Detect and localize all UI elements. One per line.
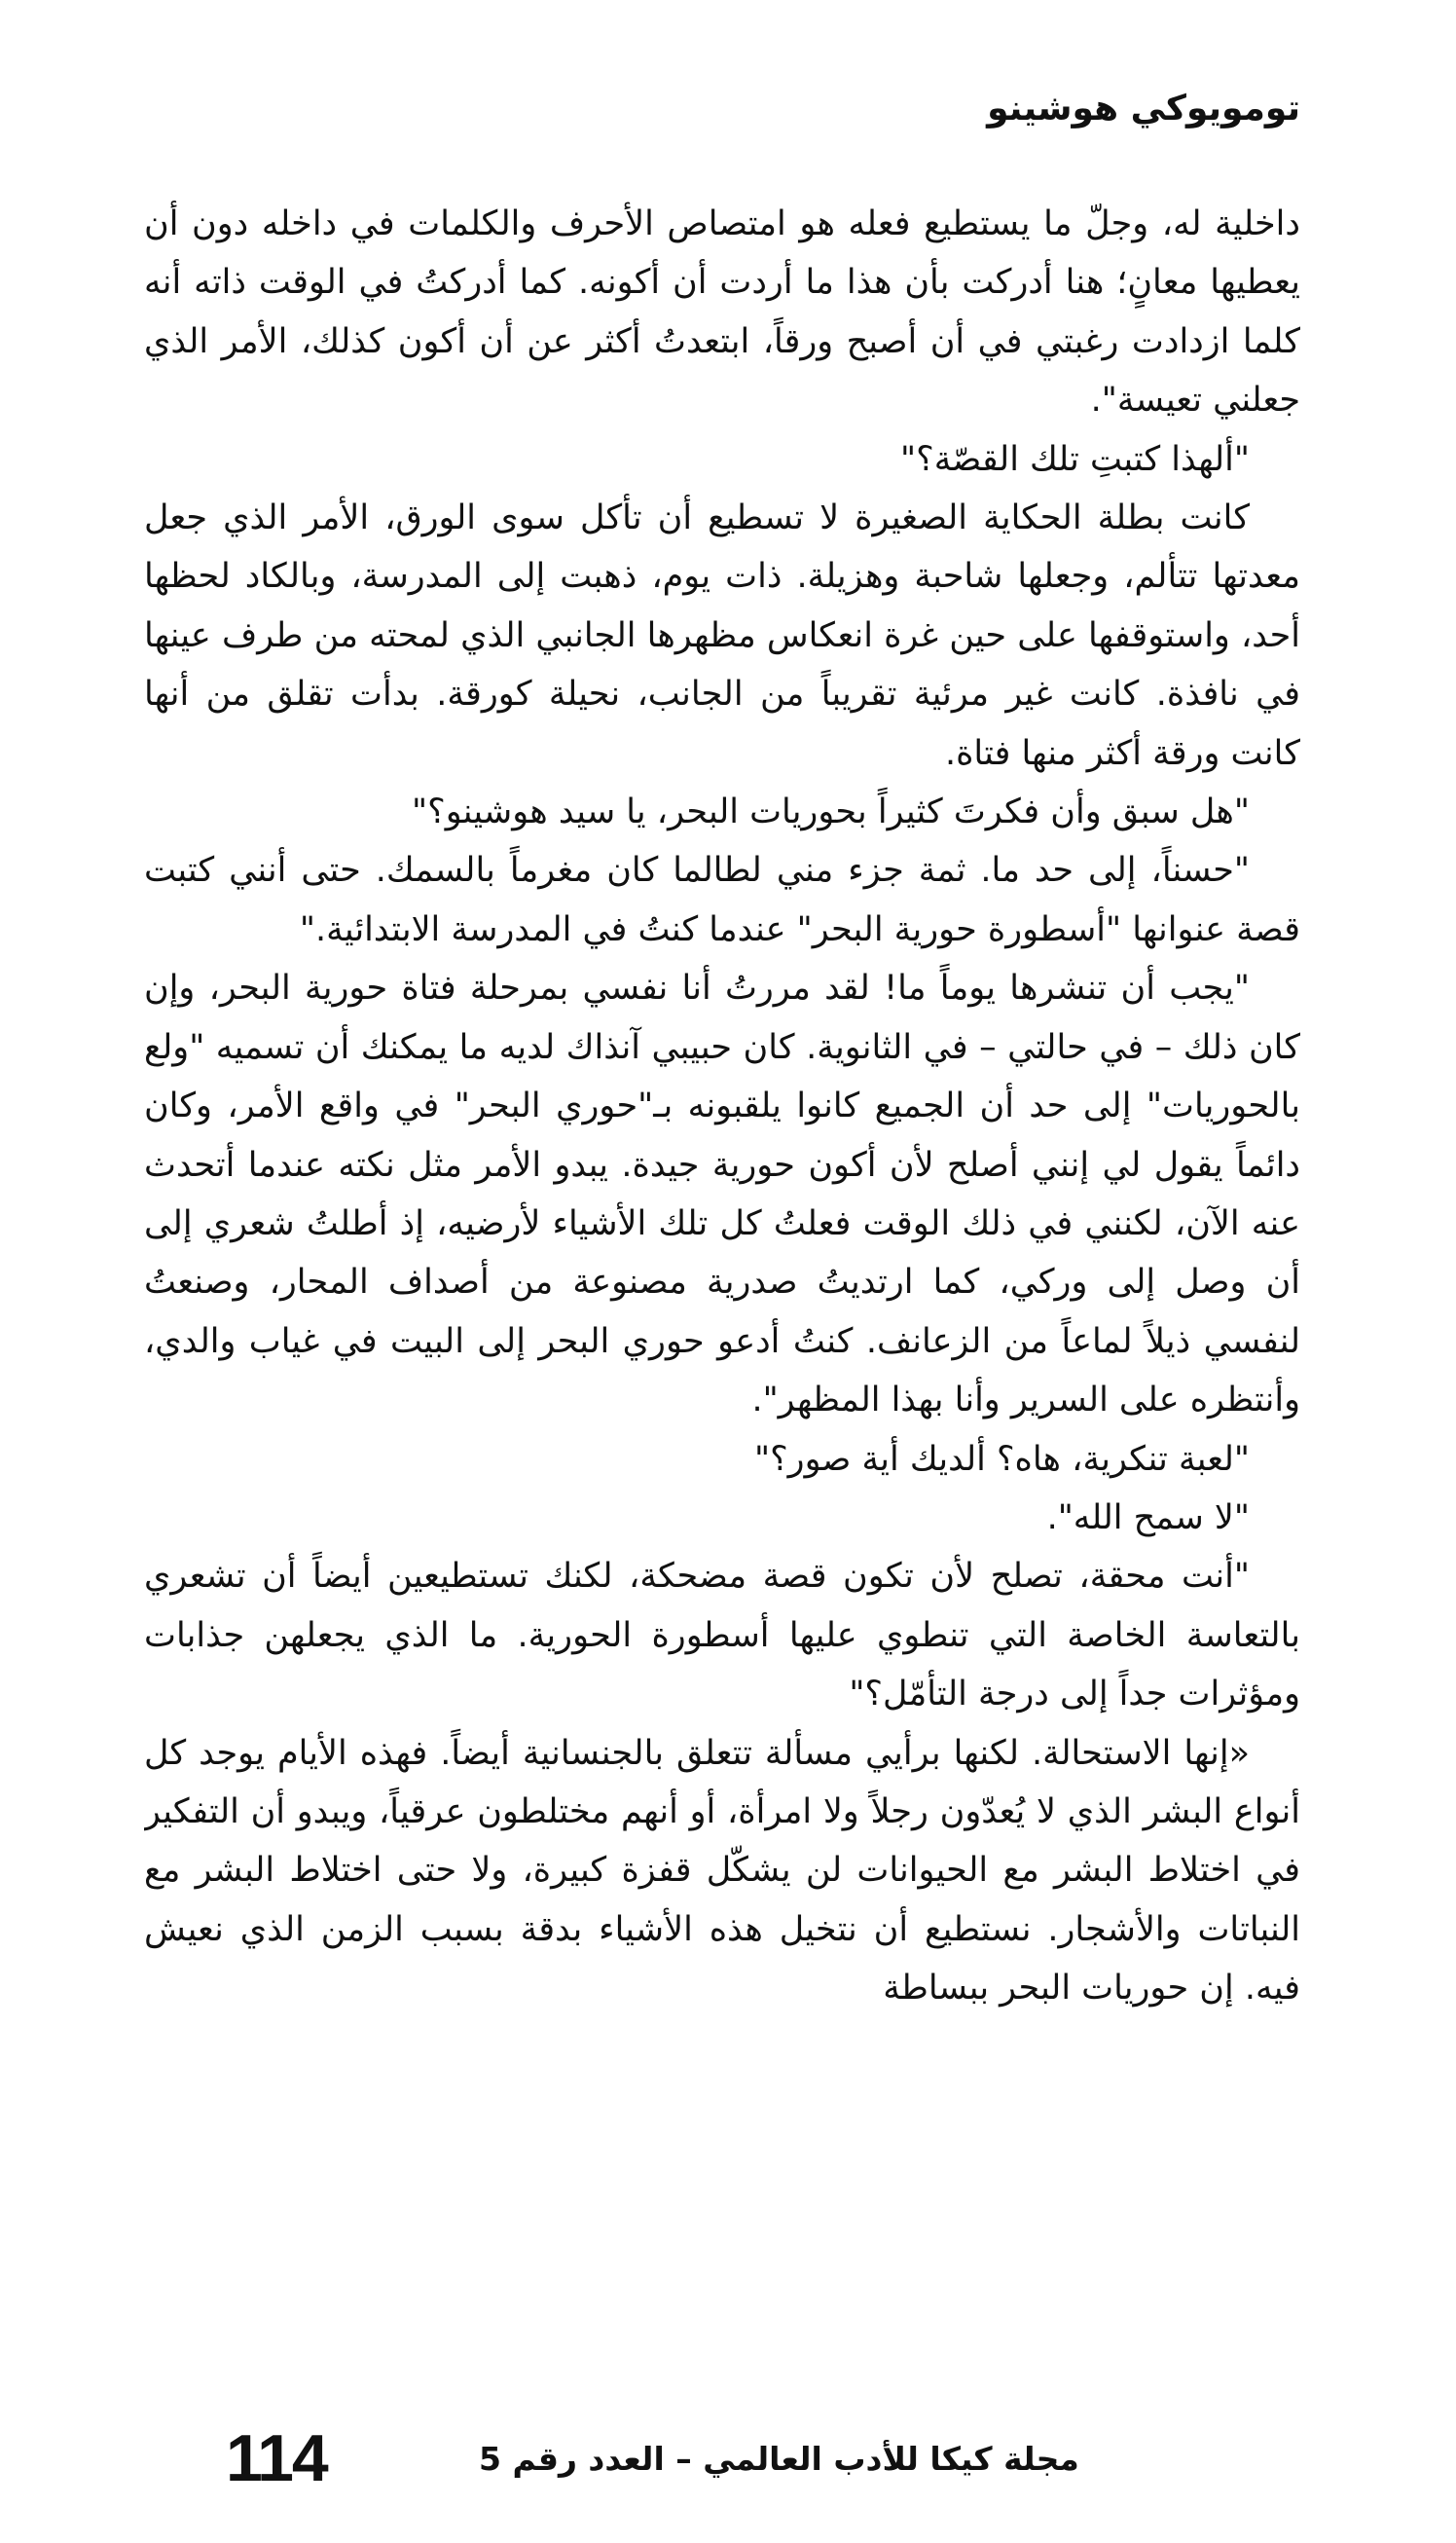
- paragraph: "ألهذا كتبتِ تلك القصّة؟": [900, 439, 1250, 479]
- paragraph: «إنها الاستحالة. لكنها برأيي مسألة تتعلق بالجنسانية أيضاً. فهذه الأيام يوجد كل أنواع البشر الذي لا يُعدّون رجلاً ولا امرأة، أو أنهم مختلطون عرقياً، ويبدو أن التفكير في اختلاط البشر مع الحيوانات لن يشكّل قفزة كبيرة، ولا حتى اختلاط البشر مع النباتات والأشجار. نستطيع أن نتخيل هذه الأشياء بدقة بسبب الزمن الذي نعيش فيه. إن حوريات البحر ببساطة: [144, 1733, 1300, 2009]
- body-text: [144, 195, 1300, 2376]
- paragraph: "حسناً، إلى حد ما. ثمة جزء مني لطالما كان مغرماً بالسمك. حتى أنني كتبت قصة عنوانها "أسطورة حورية البحر" عندما كنتُ في المدرسة الابتدائية.": [144, 851, 1300, 949]
- paragraph: "أنت محقة، تصلح لأن تكون قصة مضحكة، لكنك تستطيعين أيضاً أن تشعري بالتعاسة الخاصة التي تنطوي عليها أسطورة الحورية. ما الذي يجعلهن جذابات ومؤثرات جداً إلى درجة التأمّل؟": [144, 1557, 1300, 1714]
- page-footer: [0, 2421, 1456, 2495]
- magazine-issue-line: مجلة كيكا للأدب العالمي – العدد رقم 5: [479, 2440, 1079, 2478]
- paragraph: "لا سمح الله".: [1046, 1497, 1250, 1537]
- paragraph: كانت بطلة الحكاية الصغيرة لا تسطيع أن تأكل سوى الورق، الأمر الذي جعل معدتها تتألم، وجعلها شاحبة وهزيلة. ذات يوم، ذهبت إلى المدرسة، وبالكاد لحظها أحد، واستوقفها على حين غرة انعكاس مظهرها الجانبي الذي لمحته من طرف عينها في نافذة. كانت غير مرئية تقريباً من الجانب، نحيلة كورقة. بدأت تقلق من أنها كانت ورقة أكثر منها فتاة.: [144, 498, 1300, 773]
- paragraph: داخلية له، وجلّ ما يستطيع فعله هو امتصاص الأحرف والكلمات في داخله دون أن يعطيها معانٍ؛ هنا أدركت بأن هذا ما أردت أن أكونه. كما أدركتُ في الوقت ذاته أنه كلما ازدادت رغبتي في أن أصبح ورقاً، ابتعدتُ أكثر عن أن أكون كذلك، الأمر الذي جعلني تعيسة".: [144, 204, 1300, 421]
- running-head-author: تومويوكي هوشينو: [987, 89, 1300, 129]
- paragraph: "هل سبق وأن فكرتَ كثيراً بحوريات البحر، يا سيد هوشينو؟": [412, 792, 1250, 832]
- paragraph: "يجب أن تنشرها يوماً ما! لقد مررتُ أنا نفسي بمرحلة فتاة حورية البحر، وإن كان ذلك – في حالتي – في الثانوية. كان حبيبي آنذاك لديه ما يمكنك أن تسميه "ولع بالحوريات" إلى حد أن الجميع كانوا يلقبونه بـ"حوري البحر" في واقع الأمر، وكان دائماً يقول لي إنني أصلح لأن أكون حورية جيدة. يبدو الأمر مثل نكته عندما أتحدث عنه الآن، لكنني في ذلك الوقت فعلتُ كل تلك الأشياء لأرضيه، إذ أطلتُ شعري إلى أن وصل إلى وركي، كما ارتديتُ صدرية مصنوعة من أصداف المحار، وصنعتُ لنفسي ذيلاً لماعاً من الزعانف. كنتُ أدعو حوري البحر إلى البيت في غياب والدي، وأنتظره على السرير وأنا بهذا المظهر".: [144, 969, 1300, 1420]
- page-number: 114: [226, 2421, 327, 2495]
- paragraph: "لعبة تنكرية، هاه؟ ألديك أية صور؟": [754, 1439, 1250, 1479]
